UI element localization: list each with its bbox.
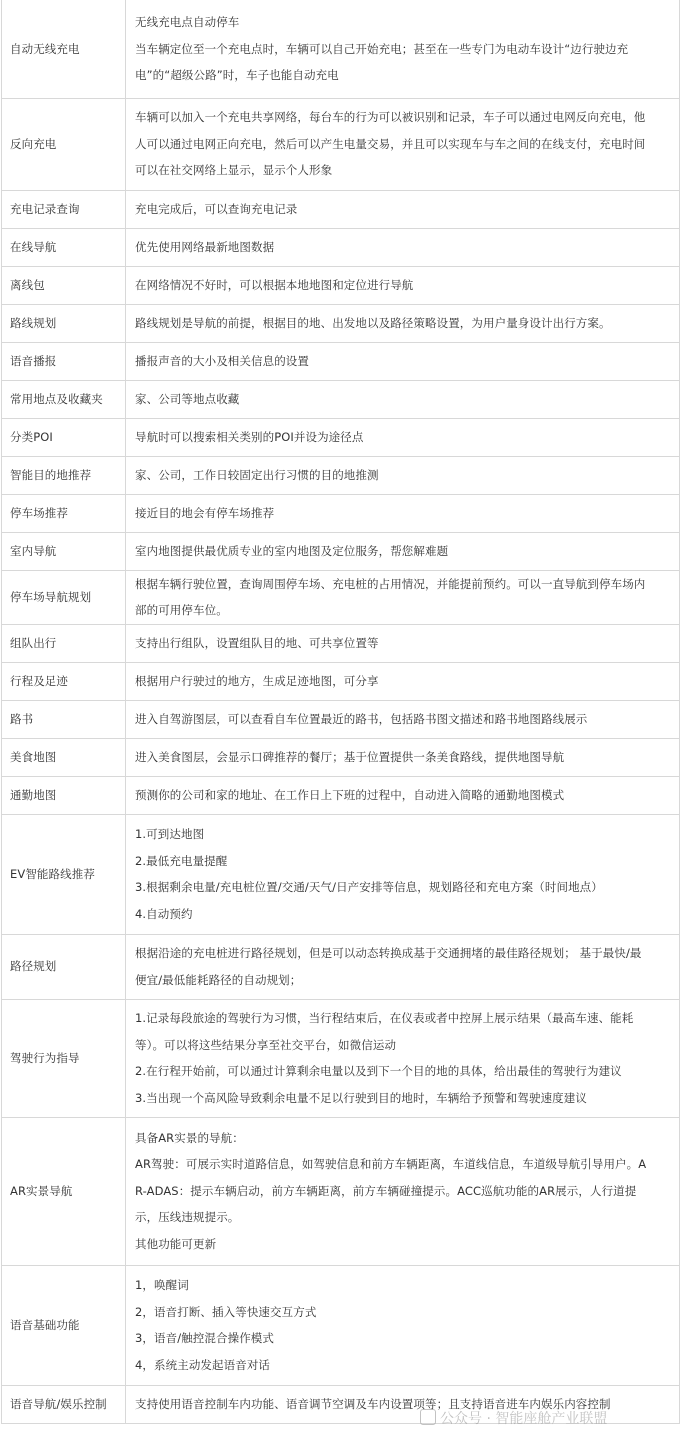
description-line: 3.根据剩余电量/充电桩位置/交通/天气/日产安排等信息，规划路径和充电方案（时间地点） — [135, 880, 603, 894]
feature-name-cell: 自动无线充电 — [2, 0, 126, 98]
feature-name-cell: 停车场推荐 — [2, 494, 126, 532]
description-line: 示，压线违规提示。 — [135, 1210, 240, 1225]
description-line: 电”的“超级公路”时，车子也能自动充电 — [135, 68, 339, 82]
description-line: 根据用户行驶过的地方，生成足迹地图，可分享 — [135, 673, 379, 688]
description-line: 进入自驾游图层，可以查看自车位置最近的路书，包括路书图文描述和路书地图路线展示 — [135, 711, 588, 726]
description-line: 1.可到达地图 — [135, 827, 205, 841]
feature-name-cell: 常用地点及收藏夹 — [2, 380, 126, 418]
feature-description-cell — [126, 700, 680, 738]
table-row — [2, 999, 680, 1117]
feature-table — [1, 0, 680, 1424]
feature-description-cell — [126, 934, 680, 999]
feature-name-cell: 智能目的地推荐 — [2, 456, 126, 494]
description-line: 家、公司等地点收藏 — [135, 391, 240, 406]
feature-name-cell: 室内导航 — [2, 532, 126, 570]
table-row — [2, 624, 680, 662]
feature-name-cell: 语音导航/娱乐控制 — [2, 1385, 126, 1423]
description-line: 2.最低充电量提醒 — [135, 853, 228, 868]
watermark-text: 公众号 · 智能座舱产业联盟 — [440, 1411, 608, 1427]
description-line: AR驾驶：可展示实时道路信息，如驾驶信息和前方车辆距离，车道线信息，车道级导航引导用户。A — [135, 1157, 647, 1172]
feature-name-cell: EV智能路线推荐 — [2, 814, 126, 934]
feature-description-cell — [126, 662, 680, 700]
description-line: 根据车辆行驶位置，查询周围停车场、充电桩的占用情况，并能提前预约。可以一直导航到停车场内 — [135, 576, 646, 591]
feature-description-cell — [126, 494, 680, 532]
description-line: 根据沿途的充电桩进行路径规划，但是可以动态转换成基于交通拥堵的最佳路径规划； 基于最快/最 — [135, 946, 642, 960]
description-line: 预测你的公司和家的地址、在工作日上下班的过程中，自动进入简略的通勤地图模式 — [135, 787, 565, 802]
feature-description-cell — [126, 1117, 680, 1265]
description-line: 1，唤醒词 — [135, 1278, 189, 1292]
feature-description-cell — [126, 999, 680, 1117]
description-line: 当车辆定位至一个充电点时，车辆可以自己开始充电；甚至在一些专门为电动车设计“边行驶边充 — [135, 41, 629, 56]
feature-name-cell: 停车场导航规划 — [2, 570, 126, 624]
description-line: 在网络情况不好时，可以根据本地地图和定位进行导航 — [135, 277, 414, 292]
feature-name-cell: 通勤地图 — [2, 776, 126, 814]
description-line: 无线充电点自动停车 — [135, 15, 240, 29]
feature-name-cell: 路径规划 — [2, 934, 126, 999]
feature-name-cell: 语音播报 — [2, 342, 126, 380]
feature-name-cell: 充电记录查询 — [2, 190, 126, 228]
table-row — [2, 738, 680, 776]
feature-description-cell — [126, 342, 680, 380]
description-line: 路线规划是导航的前提，根据目的地、出发地以及路径策略设置，为用户量身设计出行方案。 — [135, 315, 611, 330]
feature-name-cell: AR实景导航 — [2, 1117, 126, 1265]
feature-name-cell: 美食地图 — [2, 738, 126, 776]
description-line: 支持使用语音控制车内功能、语音调节空调及车内设置项等；且支持语音进车内娱乐内容控制 — [135, 1396, 611, 1411]
feature-name-cell: 路书 — [2, 700, 126, 738]
description-line: 4，系统主动发起语音对话 — [135, 1357, 271, 1372]
feature-name-cell: 反向充电 — [2, 98, 126, 190]
table-row — [2, 266, 680, 304]
feature-description-cell — [126, 190, 680, 228]
feature-name-cell: 语音基础功能 — [2, 1265, 126, 1385]
feature-description-cell — [126, 418, 680, 456]
table-row — [2, 1385, 680, 1423]
feature-name-cell: 离线包 — [2, 266, 126, 304]
table-row — [2, 228, 680, 266]
feature-name-cell: 路线规划 — [2, 304, 126, 342]
feature-description-cell — [126, 0, 680, 98]
table-row — [2, 304, 680, 342]
feature-description-cell — [126, 814, 680, 934]
feature-description-cell — [126, 570, 680, 624]
description-line: 人可以通过电网正向充电，然后可以产生电量交易，并且可以实现车与车之间的在线支付，充电时间 — [135, 136, 646, 151]
description-line: 其他功能可更新 — [135, 1236, 217, 1251]
table-row — [2, 418, 680, 456]
description-line: 接近目的地会有停车场推荐 — [135, 505, 275, 520]
feature-description-cell — [126, 1265, 680, 1385]
table-row — [2, 814, 680, 934]
feature-description-cell — [126, 1385, 680, 1423]
feature-description-cell — [126, 532, 680, 570]
description-line: 3，语音/触控混合操作模式 — [135, 1331, 274, 1345]
feature-description-cell — [126, 228, 680, 266]
table-row — [2, 532, 680, 570]
description-line: 导航时可以搜索相关类别的POI并设为途径点 — [135, 429, 364, 444]
table-row — [2, 0, 680, 98]
feature-name-cell: 组队出行 — [2, 624, 126, 662]
description-line: 进入美食图层，会显示口碑推荐的餐厅；基于位置提供一条美食路线，提供地图导航 — [135, 749, 565, 764]
description-line: 便宜/最低能耗路径的自动规划； — [135, 972, 302, 987]
feature-description-cell — [126, 456, 680, 494]
description-line: 3.当出现一个高风险导致剩余电量不足以行驶到目的地时，车辆给予预警和驾驶速度建议 — [135, 1090, 587, 1105]
feature-name-cell: 分类POI — [2, 418, 126, 456]
feature-description-cell — [126, 98, 680, 190]
feature-name-cell: 驾驶行为指导 — [2, 999, 126, 1117]
feature-description-cell — [126, 380, 680, 418]
table-row — [2, 1117, 680, 1265]
description-line: 播报声音的大小及相关信息的设置 — [135, 353, 309, 368]
description-line: 家、公司，工作日较固定出行习惯的目的地推测 — [135, 467, 379, 482]
table-row — [2, 700, 680, 738]
feature-description-cell — [126, 304, 680, 342]
description-line: 部的可用停车位。 — [135, 603, 228, 617]
description-line: 4.自动预约 — [135, 906, 193, 921]
description-line: 具备AR实景的导航： — [135, 1130, 244, 1145]
table-row — [2, 342, 680, 380]
table-row — [2, 934, 680, 999]
description-line: 2，语音打断、插入等快速交互方式 — [135, 1304, 317, 1319]
table-row — [2, 380, 680, 418]
feature-description-cell — [126, 624, 680, 662]
feature-description-cell — [126, 738, 680, 776]
feature-description-cell — [126, 776, 680, 814]
description-line: 2.在行程开始前，可以通过计算剩余电量以及到下一个目的地的具体，给出最佳的驾驶行为建议 — [135, 1064, 622, 1078]
description-line: 室内地图提供最优质专业的室内地图及定位服务，帮您解难题 — [135, 543, 449, 558]
table-row — [2, 570, 680, 624]
table-row — [2, 1265, 680, 1385]
table-row — [2, 494, 680, 532]
description-line: 车辆可以加入一个充电共享网络，每台车的行为可以被识别和记录，车子可以通过电网反向充电，他 — [135, 110, 646, 125]
table-row — [2, 662, 680, 700]
description-line: R-ADAS：提示车辆启动，前方车辆距离，前方车辆碰撞提示。ACC巡航功能的AR展示，人行道提 — [135, 1183, 637, 1198]
feature-description-cell — [126, 266, 680, 304]
description-line: 可以在社交网络上显示，显示个人形象 — [135, 163, 333, 178]
table-row — [2, 456, 680, 494]
table-row — [2, 190, 680, 228]
description-line: 等）。可以将这些结果分享至社交平台，如微信运动 — [135, 1037, 397, 1052]
feature-name-cell: 行程及足迹 — [2, 662, 126, 700]
description-line: 优先使用网络最新地图数据 — [135, 239, 275, 254]
description-line: 充电完成后，可以查询充电记录 — [135, 201, 298, 216]
table-row — [2, 98, 680, 190]
description-line: 支持出行组队，设置组队目的地、可共享位置等 — [135, 635, 379, 650]
feature-name-cell: 在线导航 — [2, 228, 126, 266]
description-line: 1.记录每段旅途的驾驶行为习惯，当行程结束后，在仪表或者中控屏上展示结果（最高车速、能耗 — [135, 1011, 634, 1025]
feature-table-body — [2, 0, 680, 1423]
table-row — [2, 776, 680, 814]
